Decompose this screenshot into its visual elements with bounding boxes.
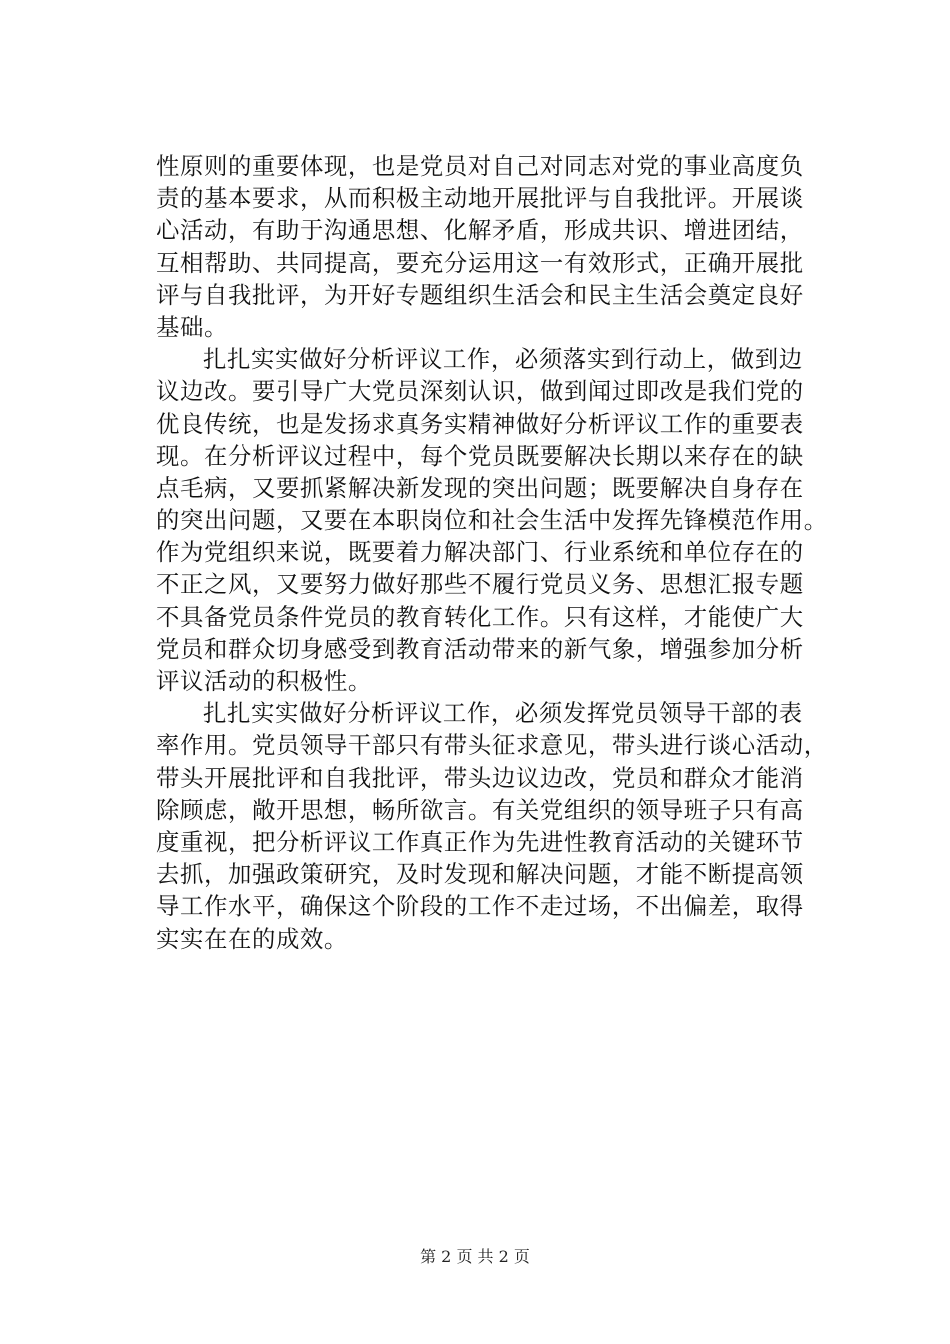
text-line: 的突出问题，又要在本职岗位和社会生活中发挥先锋模范作用。	[156, 506, 828, 535]
text-line: 心活动，有助于沟通思想、化解矛盾，形成共识、增进团结，	[156, 216, 804, 245]
page-number: 第 2 页 共 2 页	[420, 1247, 530, 1266]
text-line: 议边改。要引导广大党员深刻认识，做到闻过即改是我们党的	[156, 377, 804, 406]
text-line: 导工作水平，确保这个阶段的工作不走过场，不出偏差，取得	[156, 892, 804, 921]
text-line: 现。在分析评议过程中，每个党员既要解决长期以来存在的缺	[156, 441, 804, 470]
text-line: 不具备党员条件党员的教育转化工作。只有这样，才能使广大	[156, 602, 804, 631]
body-text	[156, 150, 828, 955]
text-line: 互相帮助、共同提高，要充分运用这一有效形式，正确开展批	[156, 248, 804, 277]
text-line: 责的基本要求，从而积极主动地开展批评与自我批评。开展谈	[156, 184, 804, 213]
paragraph-first-line: 扎扎实实做好分析评议工作，必须落实到行动上，做到边	[203, 345, 803, 374]
text-line: 除顾虑，敞开思想，畅所欲言。有关党组织的领导班子只有高	[156, 795, 804, 824]
text-line: 实实在在的成效。	[156, 924, 348, 953]
text-line: 基础。	[156, 312, 228, 341]
text-line: 不正之风，又要努力做好那些不履行党员义务、思想汇报专题	[156, 570, 804, 599]
text-line: 党员和群众切身感受到教育活动带来的新气象，增强参加分析	[156, 634, 804, 663]
text-line: 评与自我批评，为开好专题组织生活会和民主生活会奠定良好	[156, 280, 804, 309]
paragraph-first-line: 扎扎实实做好分析评议工作，必须发挥党员领导干部的表	[203, 699, 803, 728]
text-line: 优良传统，也是发扬求真务实精神做好分析评议工作的重要表	[156, 409, 804, 438]
text-line: 率作用。党员领导干部只有带头征求意见，带头进行谈心活动，	[156, 731, 828, 760]
text-line: 带头开展批评和自我批评，带头边议边改，党员和群众才能消	[156, 763, 804, 792]
text-line: 度重视，把分析评议工作真正作为先进性教育活动的关键环节	[156, 827, 804, 856]
text-line: 评议活动的积极性。	[156, 667, 372, 695]
page-footer	[0, 1244, 950, 1267]
text-line: 作为党组织来说，既要着力解决部门、行业系统和单位存在的	[156, 538, 804, 567]
text-line: 性原则的重要体现，也是党员对自己对同志对党的事业高度负	[156, 152, 804, 180]
text-line: 点毛病，又要抓紧解决新发现的突出问题；既要解决自身存在	[156, 473, 804, 502]
text-line: 去抓，加强政策研究，及时发现和解决问题，才能不断提高领	[156, 860, 804, 889]
